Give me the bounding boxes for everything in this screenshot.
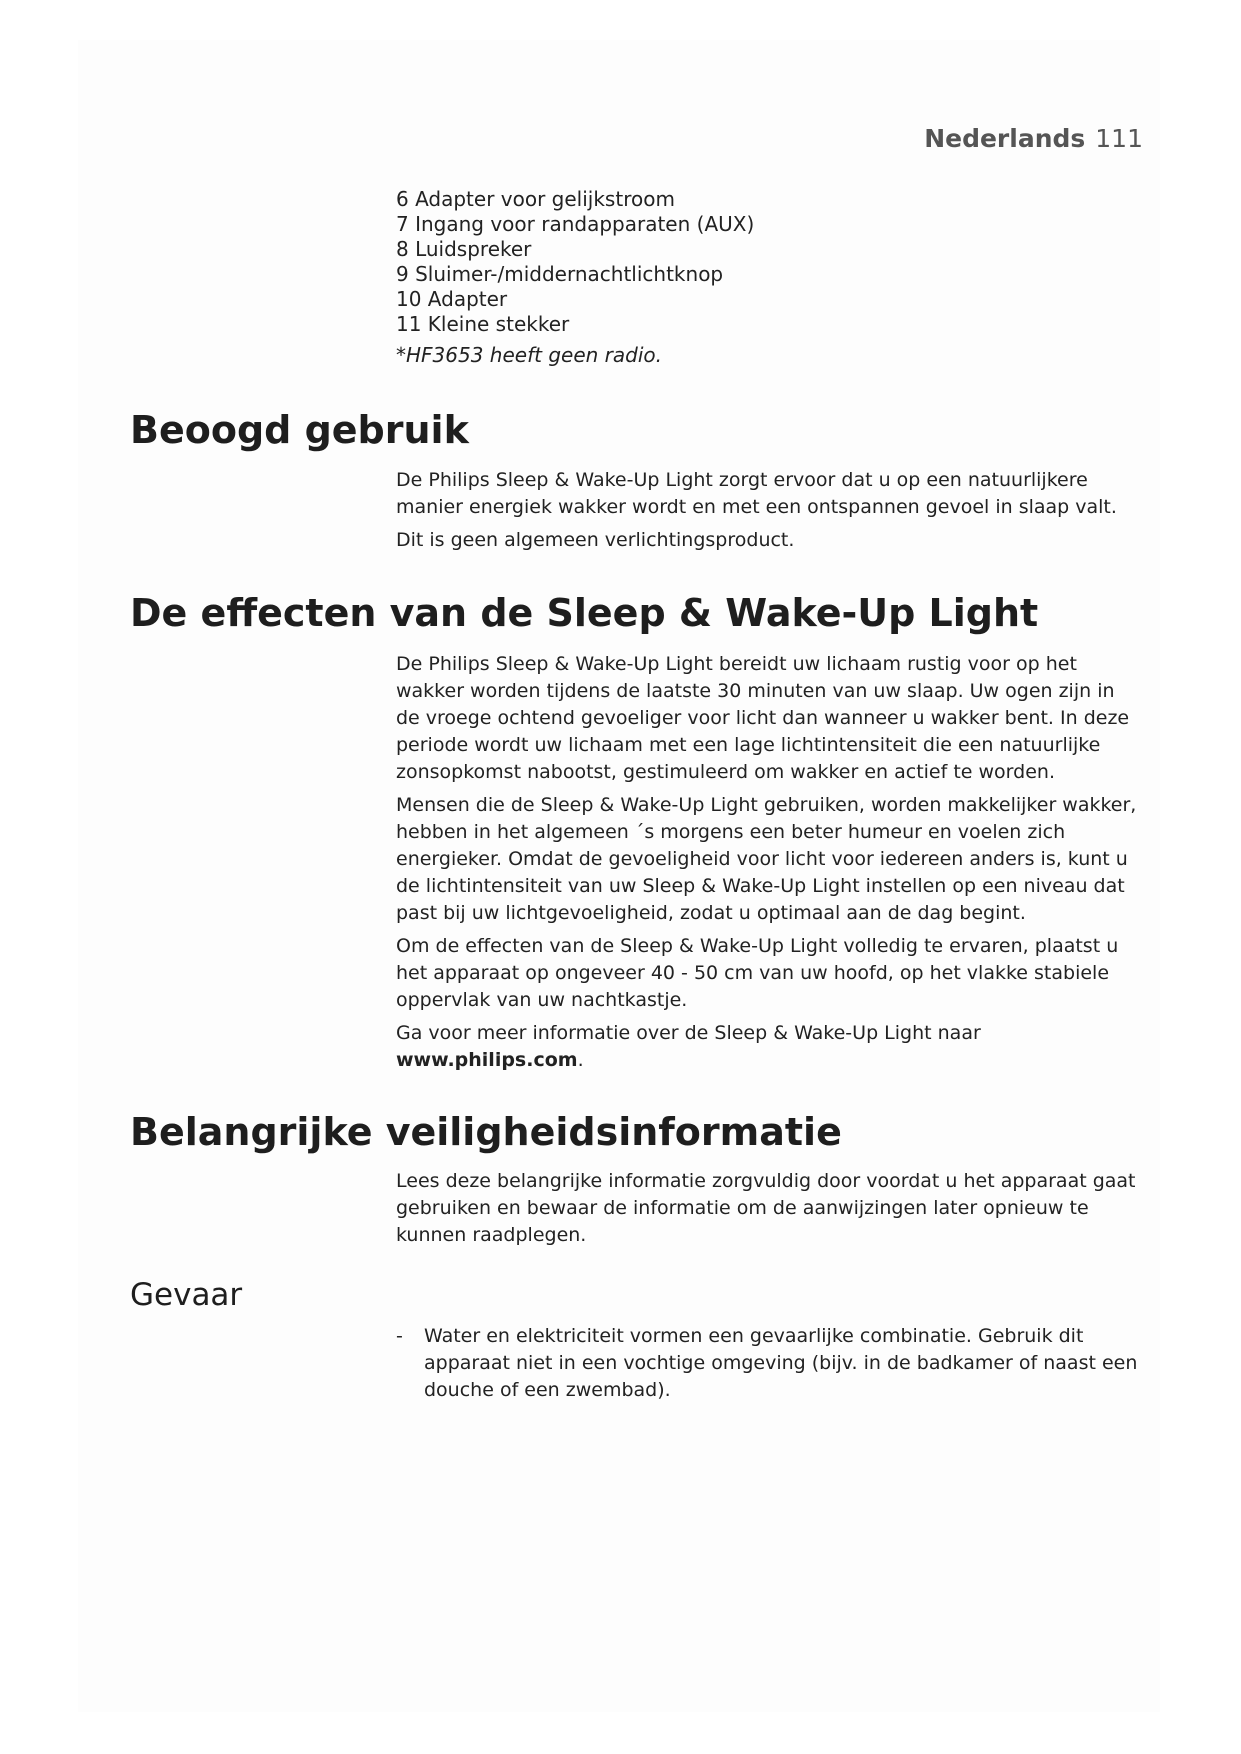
danger-heading: Gevaar [130, 1277, 243, 1313]
effects-body [396, 651, 1144, 1080]
list-item: 7 Ingang voor randapparaten (AUX) [396, 212, 755, 236]
effects-heading: De effecten van de Sleep & Wake-Up Light [130, 591, 1039, 635]
model-note: *HF3653 heeft geen radio. [396, 343, 662, 367]
paragraph: Lees deze belangrijke informatie zorgvuldig door voordat u het apparaat gaat gebruiken en bewaar de informatie om de aanwijzingen later opnieuw te kunnen raadplegen. [396, 1170, 1136, 1246]
bullet-text: Water en elektriciteit vormen een gevaarlijke combinatie. Gebruik dit apparaat niet in een vochtige omgeving (bijv. in de badkamer of naast een douche of een zwembad). [424, 1325, 1138, 1401]
paragraph: De Philips Sleep & Wake-Up Light bereidt uw lichaam rustig voor op het wakker worden tijdens de laatste 30 minuten van uw slaap. Uw ogen zijn in de vroege ochtend gevoeliger voor licht dan wanneer u wakker bent. In deze periode wordt uw lichaam met een lage lichtintensiteit die een natuurlijke zonsopkomst nabootst, gestimuleerd om wakker en actief te worden. [396, 653, 1130, 783]
more-info-paragraph [396, 1020, 1144, 1074]
paragraph: Mensen die de Sleep & Wake-Up Light gebruiken, worden makkelijker wakker, hebben in het algemeen ´s morgens een beter humeur en voelen zich energieker. Omdat de gevoeligheid voor licht voor iedereen anders is, kunt u de lichtintensiteit van uw Sleep & Wake-Up Light instellen op een niveau dat past bij uw lichtgevoeligheid, zodat u optimaal aan de dag begint. [396, 794, 1137, 924]
list-item: 8 Luidspreker [396, 237, 532, 261]
list-item: 6 Adapter voor gelijkstroom [396, 187, 675, 211]
safety-body [396, 1168, 1144, 1255]
bullet-marker: - [396, 1325, 403, 1347]
paragraph: De Philips Sleep & Wake-Up Light zorgt ervoor dat u op een natuurlijkere manier energiek wakker wordt en met een ontspannen gevoel in slaap valt. [396, 469, 1117, 518]
danger-body [396, 1323, 1144, 1404]
list-item: 11 Kleine stekker [396, 312, 570, 336]
paragraph: Om de effecten van de Sleep & Wake-Up Light volledig te ervaren, plaatst u het apparaat op ongeveer 40 - 50 cm van uw hoofd, op het vlakke stabiele oppervlak van uw nachtkastje. [396, 935, 1119, 1011]
list-item: 10 Adapter [396, 287, 508, 311]
page-header [924, 124, 1143, 153]
intended-use-body [396, 467, 1144, 560]
header-language: Nederlands [924, 124, 1086, 153]
list-item: 9 Sluimer-/middernachtlichtknop [396, 262, 724, 286]
intended-use-heading: Beoogd gebruik [130, 408, 469, 452]
philips-link[interactable]: www.philips.com [396, 1049, 578, 1071]
parts-list [396, 187, 1156, 368]
more-info-text: Ga voor meer informatie over de Sleep & Wake-Up Light naar [396, 1022, 981, 1044]
list-item [396, 1323, 1144, 1404]
safety-heading: Belangrijke veiligheidsinformatie [130, 1110, 842, 1154]
link-suffix: . [577, 1049, 584, 1071]
page-number: 111 [1095, 124, 1143, 153]
paragraph: Dit is geen algemeen verlichtingsproduct. [396, 529, 795, 551]
